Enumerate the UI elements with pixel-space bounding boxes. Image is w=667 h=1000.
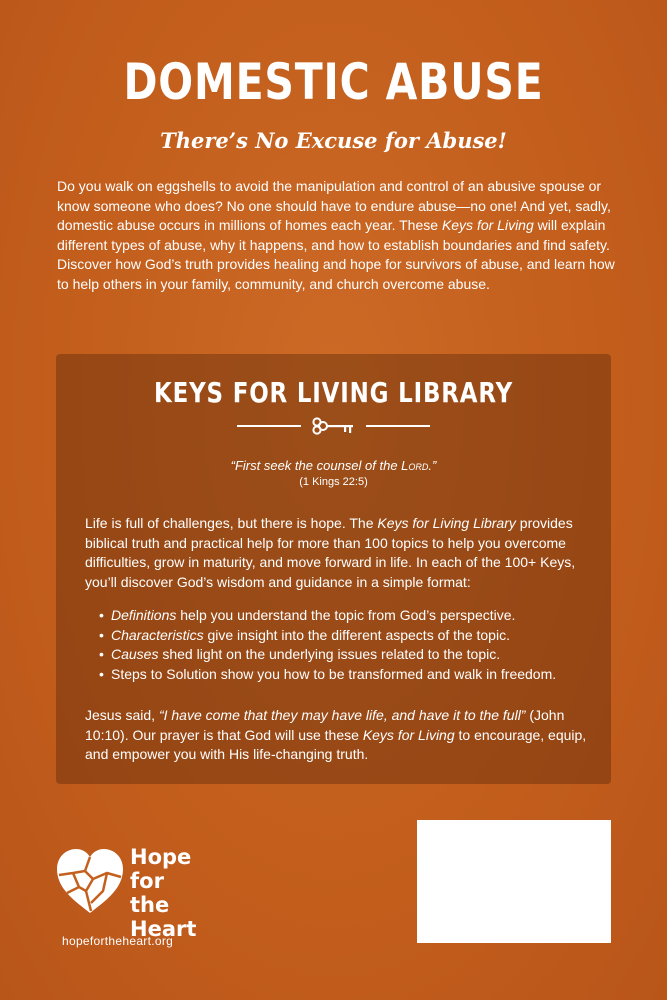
list-item xyxy=(99,626,599,646)
page-title: DOMESTIC ABUSE xyxy=(123,53,544,111)
logo-line2: for the xyxy=(130,869,170,917)
list-item-term: Causes xyxy=(111,646,159,662)
list-item xyxy=(99,606,599,626)
key-icon xyxy=(311,416,357,436)
format-list xyxy=(99,606,599,684)
library-title: KEYS FOR LIVING LIBRARY xyxy=(153,376,514,409)
list-item xyxy=(99,665,599,685)
closing-text xyxy=(85,706,600,765)
body2-c: to encourage, equip, and empower you with His life-changing truth. xyxy=(85,726,587,762)
page-subtitle: There’s No Excuse for Abuse! xyxy=(160,128,507,153)
scripture-quote xyxy=(56,458,611,473)
library-description xyxy=(85,514,595,592)
quote-text: “First seek the counsel of the xyxy=(230,458,402,473)
body2-a: Jesus said, xyxy=(85,707,159,723)
website-url[interactable]: hopefortheheart.org xyxy=(62,934,174,948)
list-item-text: shed light on the underlying issues related to the topic. xyxy=(158,646,501,662)
list-item-text: give insight into the different aspects of the topic. xyxy=(203,626,510,643)
divider-line-left xyxy=(237,425,301,427)
logo-line1: Hope xyxy=(130,845,192,869)
body1-italic: Keys for Living Library xyxy=(377,515,516,531)
quote-lord: Lord xyxy=(401,458,429,473)
scripture-reference: (1 Kings 22:5) xyxy=(299,476,368,488)
intro-part1: Do you walk on eggshells to avoid the manipulation and control of an abusive spouse or know someone who does? No one should have to endure abuse—no one! And yet, sadly, domestic abuse occurs in millions of homes each year. These xyxy=(57,178,611,233)
library-box xyxy=(56,354,611,784)
logo-line3: Heart xyxy=(130,917,197,941)
body1-b: provides biblical truth and practical help for more than 100 topics to help you overcome difficulties, grow in maturity, and move forward in life. In each of the 100+ Keys, you’ll discover God’s wisdom and guidance in a simple format: xyxy=(85,515,576,590)
broken-heart-icon xyxy=(55,847,125,917)
body2-italic: Keys for Living xyxy=(362,726,455,743)
list-item-term: Characteristics xyxy=(111,626,204,643)
body2-b: (John 10:10). Our prayer is that God will use these xyxy=(85,707,565,743)
body1-a: Life is full of challenges, but there is hope. The xyxy=(85,515,378,531)
list-item-text: Steps to Solution show you how to be transformed and walk in freedom. xyxy=(111,665,557,682)
body2-quote: “I have come that they may have life, and have it to the full” xyxy=(158,707,526,723)
list-item xyxy=(99,645,599,665)
intro-italic: Keys for Living xyxy=(441,217,534,233)
logo-text xyxy=(130,845,196,941)
list-item-term: Definitions xyxy=(111,607,177,623)
quote-end: .” xyxy=(428,458,437,473)
key-divider xyxy=(56,414,611,438)
intro-part2: will explain different types of abuse, why it happens, and how to establish boundaries and find safety. Discover how God’s truth provides healing and hope for survivors of abuse, and learn how to help others in your family, community, and church overcome abuse. xyxy=(57,217,615,292)
intro-text xyxy=(57,177,617,294)
barcode-area xyxy=(417,820,611,943)
list-item-text: help you understand the topic from God’s perspective. xyxy=(176,607,516,623)
divider-line-right xyxy=(366,425,430,427)
